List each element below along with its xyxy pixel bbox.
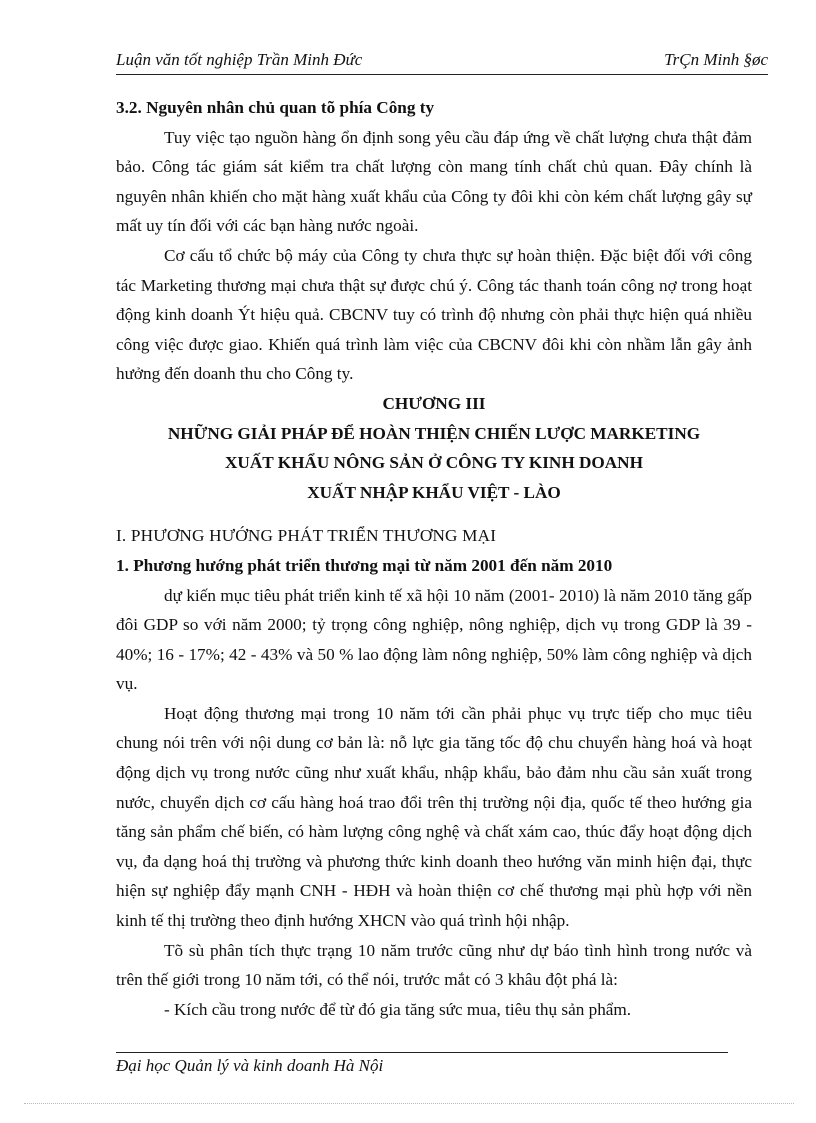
footer-divider — [116, 1052, 728, 1053]
part-1-paragraph-2: Hoạt động thương mại trong 10 năm tới cần phải phục vụ trực tiếp cho mục tiêu chung nói trên với nội dung cơ bản là: nỗ lực gia tăng tốc độ chu chuyển hàng hoá và hoạt động dịch vụ trong nước cũng như xuất khẩu, nhập khẩu, bảo đảm nhu cầu sản xuất trong nước, chuyển dịch cơ cấu hàng hoá trao đổi trên thị trường nội địa, quốc tế theo hướng gia tăng sản phẩm chế biến, có hàm lượng công nghệ và chất xám cao, thúc đẩy hoạt động dịch vụ, đa dạng hoá thị trường và phương thức kinh doanh theo hướng văn minh hiện đại, thực hiện sự nghiệp đẩy mạnh CNH - HĐH và hoàn thiện cơ chế thương mại phù hợp với nền kinh tế thị trường theo định hướng XHCN vào quá trình hội nhập. — [116, 703, 752, 931]
page-content — [116, 93, 752, 1024]
part-1-bullet-1: - Kích cầu trong nước để từ đó gia tăng sức mua, tiêu thụ sản phẩm. — [164, 999, 632, 1019]
header-right-text: TrÇn Minh §øc — [664, 50, 768, 69]
chapter-number: CHƯƠNG III — [382, 393, 486, 413]
page-header — [116, 48, 768, 75]
chapter-title-line-1: NHỮNG GIẢI PHÁP ĐỂ HOÀN THIỆN CHIẾN LƯỢC MARKETING — [167, 423, 701, 443]
chapter-title-line-3: XUẤT NHẬP KHẨU VIỆT - LÀO — [307, 482, 561, 502]
part-1-paragraph-3: Tõ sù phân tích thực trạng 10 năm trước cũng như dự báo tình hình trong nước và trên thế giới trong 10 năm tới, có thể nói, trước mắt có 3 khâu đột phá là: — [116, 940, 752, 990]
chapter-title-line-2: XUẤT KHẨU NÔNG SẢN Ở CÔNG TY KINH DOANH — [225, 453, 643, 473]
part-1-heading: I. PHƯƠNG HƯỚNG PHÁT TRIỂN THƯƠNG MẠI — [116, 526, 497, 546]
section-3-2-paragraph-1: Tuy việc tạo nguồn hàng ổn định song yêu cầu đáp ứng về chất lượng chưa thật đảm bảo. Công tác giám sát kiểm tra chất lượng còn mang tính chất chủ quan. Đây chính là nguyên nhân khiến cho mặt hàng xuất khẩu của Công ty đôi khi còn kém chất lượng gây sự mất uy tín đối với các bạn hàng nước ngoài. — [116, 127, 752, 236]
header-left-text: Luận văn tốt nghiệp Trần Minh Đức — [116, 50, 363, 69]
page-footer: Đại học Quản lý và kinh doanh Hà Nội — [116, 1056, 384, 1075]
section-3-2-title: 3.2. Nguyên nhân chủ quan tõ phía Công ty — [116, 98, 435, 117]
part-1-paragraph-1: dự kiến mục tiêu phát triển kinh tế xã hội 10 năm (2001- 2010) là năm 2010 tăng gấp đôi GDP so với năm 2000; tỷ trọng công nghiệp, nông nghiệp, dịch vụ trong GDP là 39 - 40%; 16 - 17%; 42 - 43% và 50 % lao động làm nông nghiệp, 50% làm công nghiệp và dịch vụ. — [116, 585, 752, 694]
section-3-2-paragraph-2: Cơ cấu tổ chức bộ máy của Công ty chưa thực sự hoàn thiện. Đặc biệt đối với công tác Marketing thương mại chưa thật sự được chú ý. Công tác thanh toán công nợ trong hoạt động kinh doanh Ýt hiệu quả. CBCNV tuy có trình độ nhưng còn phải thực hiện quá nhiều công việc được giao. Khiến quá trình làm việc của CBCNV đôi khi còn nhầm lẫn gây ảnh hưởng đến doanh thu cho Công ty. — [116, 245, 752, 384]
page-bottom-dotted-line — [24, 1103, 794, 1104]
part-1-sub-heading: 1. Phương hướng phát triển thương mại từ năm 2001 đến năm 2010 — [116, 555, 613, 575]
